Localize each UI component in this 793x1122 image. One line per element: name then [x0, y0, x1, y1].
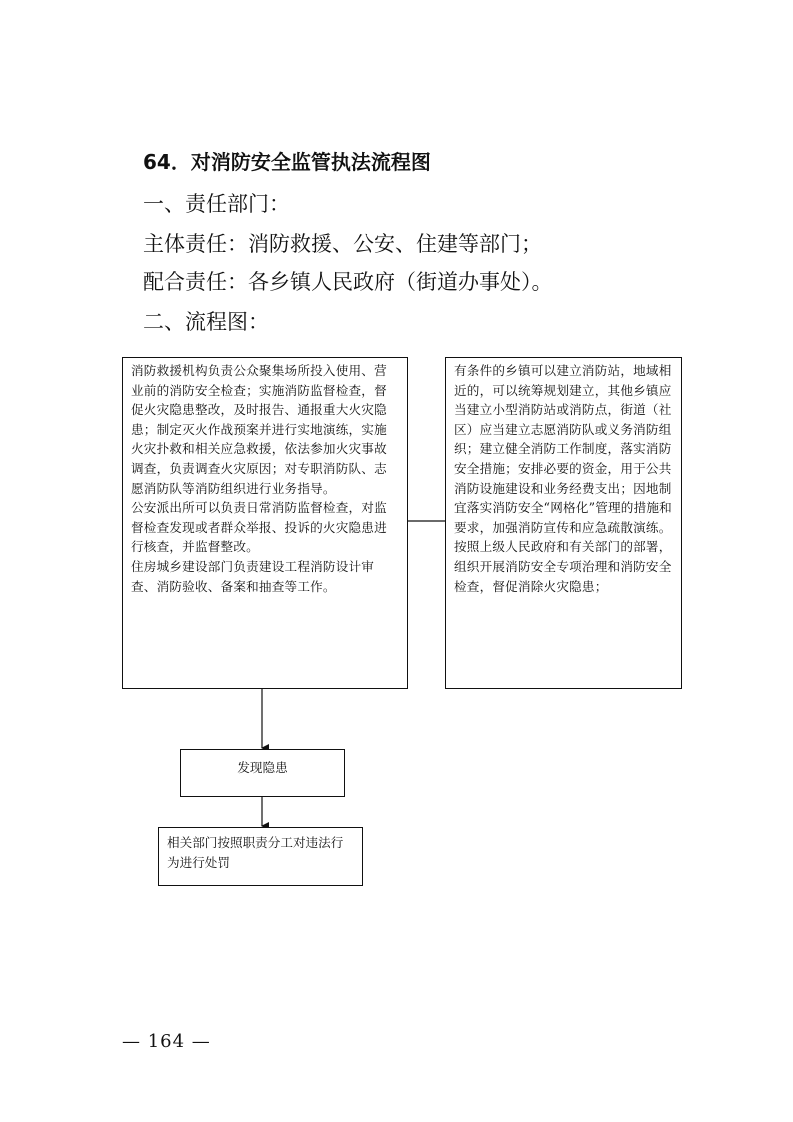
township-inspection-duties: 按照上级人民政府和有关部门的部署，组织开展消防安全专项治理和消防安全检查，督促消除火灾隐患； — [454, 539, 672, 594]
fire-rescue-duties: 消防救援机构负责公众聚集场所投入使用、营业前的消防安全检查；实施消防监督检查，督促火灾隐患整改，及时报告、通报重大火灾隐患；制定灭火作战预案并进行实地演练，实施火灾扑救和相关应急救援，依法参加火灾事故调查，负责调查火灾原因；对专职消防队、志愿消防队等消防组织进行业务指导。 — [131, 363, 387, 496]
section-heading-flowchart: 二、流程图： — [143, 310, 269, 334]
section-heading-departments: 一、责任部门： — [143, 192, 290, 216]
coop-responsibility: 配合责任：各乡镇人民政府（街道办事处）。 — [143, 270, 553, 294]
page-number: — 164 — — [122, 1031, 211, 1052]
find-hazard-box — [180, 749, 345, 797]
main-responsibility: 主体责任：消防救援、公安、住建等部门； — [143, 232, 542, 256]
find-hazard-label: 发现隐患 — [237, 760, 288, 775]
fire-rescue-duties-box — [122, 357, 408, 689]
housing-duties: 住房城乡建设部门负责建设工程消防设计审查、消防验收、备案和抽查等工作。 — [131, 558, 375, 594]
township-duties-box — [445, 357, 682, 689]
penalty-box — [158, 827, 363, 886]
penalty-label: 相关部门按照职责分工对违法行为进行处罚 — [167, 835, 344, 870]
township-duties: 有条件的乡镇可以建立消防站，地域相近的，可以统筹规划建立，其他乡镇应当建立小型消防站或消防点，街道（社区）应当建立志愿消防队或义务消防组织；建立健全消防工作制度，落实消防安全措施；安排必要的资金，用于公共消防设施建设和业务经费支出；因地制宜落实消防安全“网格化”管理的措施和要求，加强消防宣传和应急疏散演练。 — [454, 363, 672, 535]
police-duties: 公安派出所可以负责日常消防监督检查，对监督检查发现或者群众举报、投诉的火灾隐患进行核查，并监督整改。 — [131, 500, 387, 555]
page-title: 64．对消防安全监管执法流程图 — [143, 150, 431, 174]
